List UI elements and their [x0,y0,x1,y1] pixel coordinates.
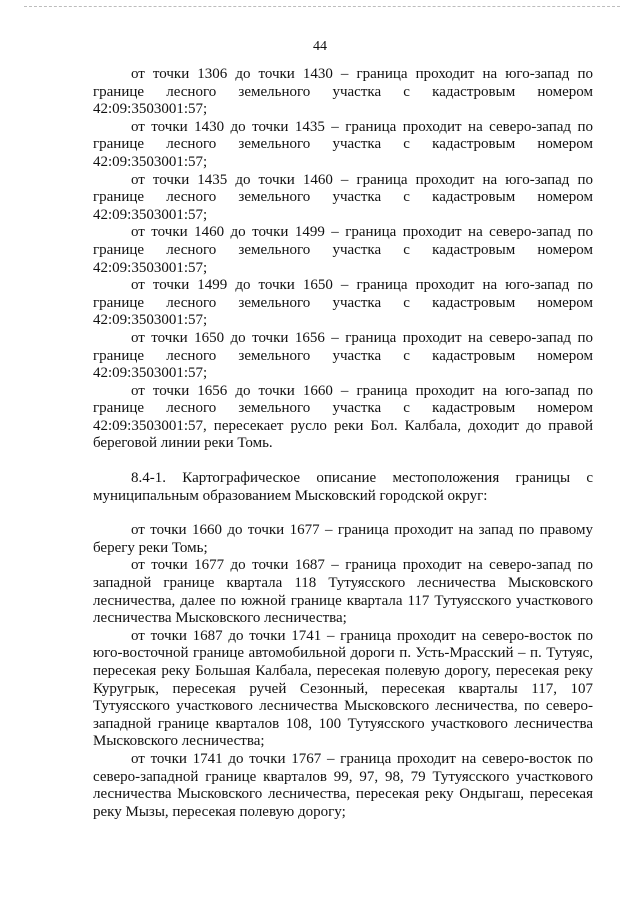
boundary-paragraph: от точки 1460 до точки 1499 – граница проходит на северо-запад по границе лесного земельного участка с кадастровым номером 42:09:3503001:57; [93,224,593,276]
boundary-paragraph: от точки 1435 до точки 1460 – граница проходит на юго-запад по границе лесного земельного участка с кадастровым номером 42:09:3503001:57; [93,171,593,223]
page-number: 44 [313,39,327,54]
section-heading: 8.4-1. Картографическое описание местоположения границы с муниципальным образованием Мысковский городской округ: [93,470,593,504]
document-body [93,66,593,821]
boundary-paragraph: от точки 1306 до точки 1430 – граница проходит на юго-запад по границе лесного земельного участка с кадастровым номером 42:09:3503001:57; [93,66,593,118]
boundary-paragraph: от точки 1687 до точки 1741 – граница проходит на северо-восток по юго-восточной границе автомобильной дороги п. Усть-Мрасский – п. Тутуяс, пересекая реку Большая Калбала, пересекая полевую дорогу, пересекая реку Куругрык, пересекая ручей Сезонный, пересекая кварталы 117, 107 Тутуясского участкового лесничества Мысковского лесничества, по северо-западной границе кварталов 108, 100 Тутуясского участкового лесничества Мысковского лесничества; [93,627,593,750]
boundary-paragraph: от точки 1660 до точки 1677 – граница проходит на запад по правому берегу реки Томь; [93,522,593,556]
boundary-paragraph: от точки 1656 до точки 1660 – граница проходит на юго-запад по границе лесного земельного участка с кадастровым номером 42:09:3503001:57, пересекает русло реки Бол. Калбала, доходит до правой береговой линии реки Томь. [93,382,593,452]
boundary-paragraph: от точки 1677 до точки 1687 – граница проходит на северо-запад по западной границе квартала 118 Тутуясского лесничества Мысковского лесничества, далее по южной границе квартала 117 Тутуясского участкового лесничества Мысковского лесничества; [93,557,593,627]
boundary-paragraph: от точки 1650 до точки 1656 – граница проходит на северо-запад по границе лесного земельного участка с кадастровым номером 42:09:3503001:57; [93,329,593,382]
boundary-paragraph: от точки 1430 до точки 1435 – граница проходит на северо-запад по границе лесного земельного участка с кадастровым номером 42:09:3503001:57; [93,118,593,170]
boundary-paragraph: от точки 1741 до точки 1767 – граница проходит на северо-восток по северо-западной границе кварталов 99, 97, 98, 79 Тутуясского участкового лесничества Мысковского лесничества, пересекая реку Ондыгаш, пересекая реку Мызы, пересекая полевую дорогу; [93,750,593,820]
boundary-paragraph: от точки 1499 до точки 1650 – граница проходит на юго-запад по границе лесного земельного участка с кадастровым номером 42:09:3503001:57; [93,277,593,329]
scan-top-border [24,6,620,7]
